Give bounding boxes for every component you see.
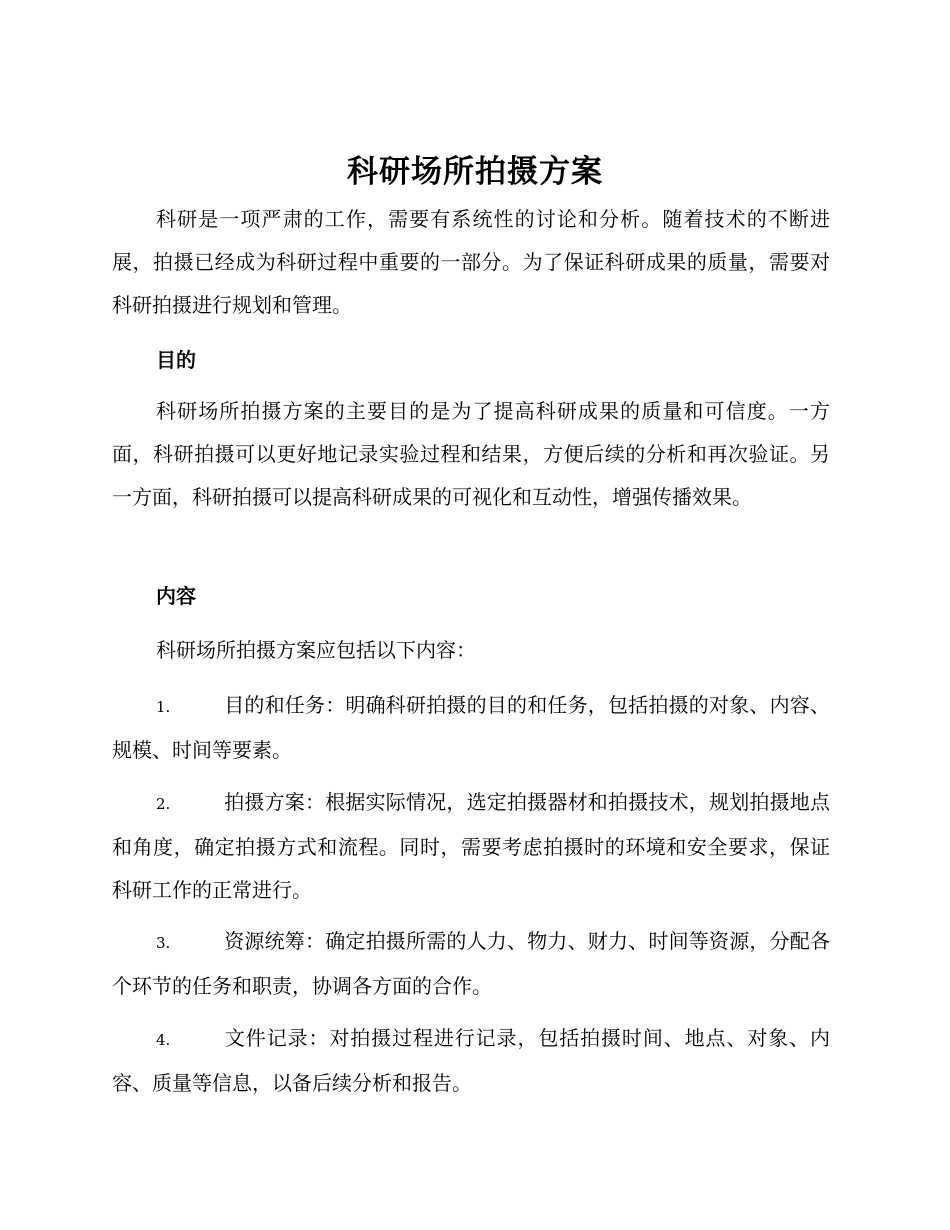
content-intro-paragraph: 科研场所拍摄方案应包括以下内容：: [156, 638, 476, 662]
section-heading-purpose: 目的: [156, 348, 196, 372]
list-item-text: 资源统筹：确定拍摄所需的人力、物力、财力、时间等资源，分配各个环节的任务和职责，协调各方面的合作。: [112, 929, 830, 998]
list-item-3: [112, 920, 830, 1008]
list-item-number: 4.: [156, 1031, 171, 1049]
list-item-text: 文件记录：对拍摄过程进行记录，包括拍摄时间、地点、对象、内容、质量等信息，以备后续分析和报告。: [112, 1026, 830, 1095]
purpose-paragraph: 科研场所拍摄方案的主要目的是为了提高科研成果的质量和可信度。一方面，科研拍摄可以更好地记录实验过程和结果，方便后续的分析和再次验证。另一方面，科研拍摄可以提高科研成果的可视化和互动性，增强传播效果。: [112, 399, 830, 509]
document-title: 科研场所拍摄方案: [347, 154, 603, 190]
section-heading-content: 内容: [156, 584, 196, 608]
list-item-text: 拍摄方案：根据实际情况，选定拍摄器材和拍摄技术，规划拍摄地点和角度，确定拍摄方式和流程。同时，需要考虑拍摄时的环境和安全要求，保证科研工作的正常进行。: [112, 790, 830, 902]
list-item-number: 2.: [156, 795, 171, 813]
list-item-number: 3.: [156, 934, 171, 952]
intro-paragraph: 科研是一项严肃的工作，需要有系统性的讨论和分析。随着技术的不断进展，拍摄已经成为科研过程中重要的一部分。为了保证科研成果的质量，需要对科研拍摄进行规划和管理。: [112, 207, 830, 317]
list-item-text: 目的和任务：明确科研拍摄的目的和任务，包括拍摄的对象、内容、规模、时间等要素。: [112, 693, 830, 762]
list-item-number: 1.: [156, 698, 171, 716]
list-item-1: [112, 684, 830, 772]
list-item-4: [112, 1017, 830, 1105]
list-item-2: [112, 781, 830, 912]
